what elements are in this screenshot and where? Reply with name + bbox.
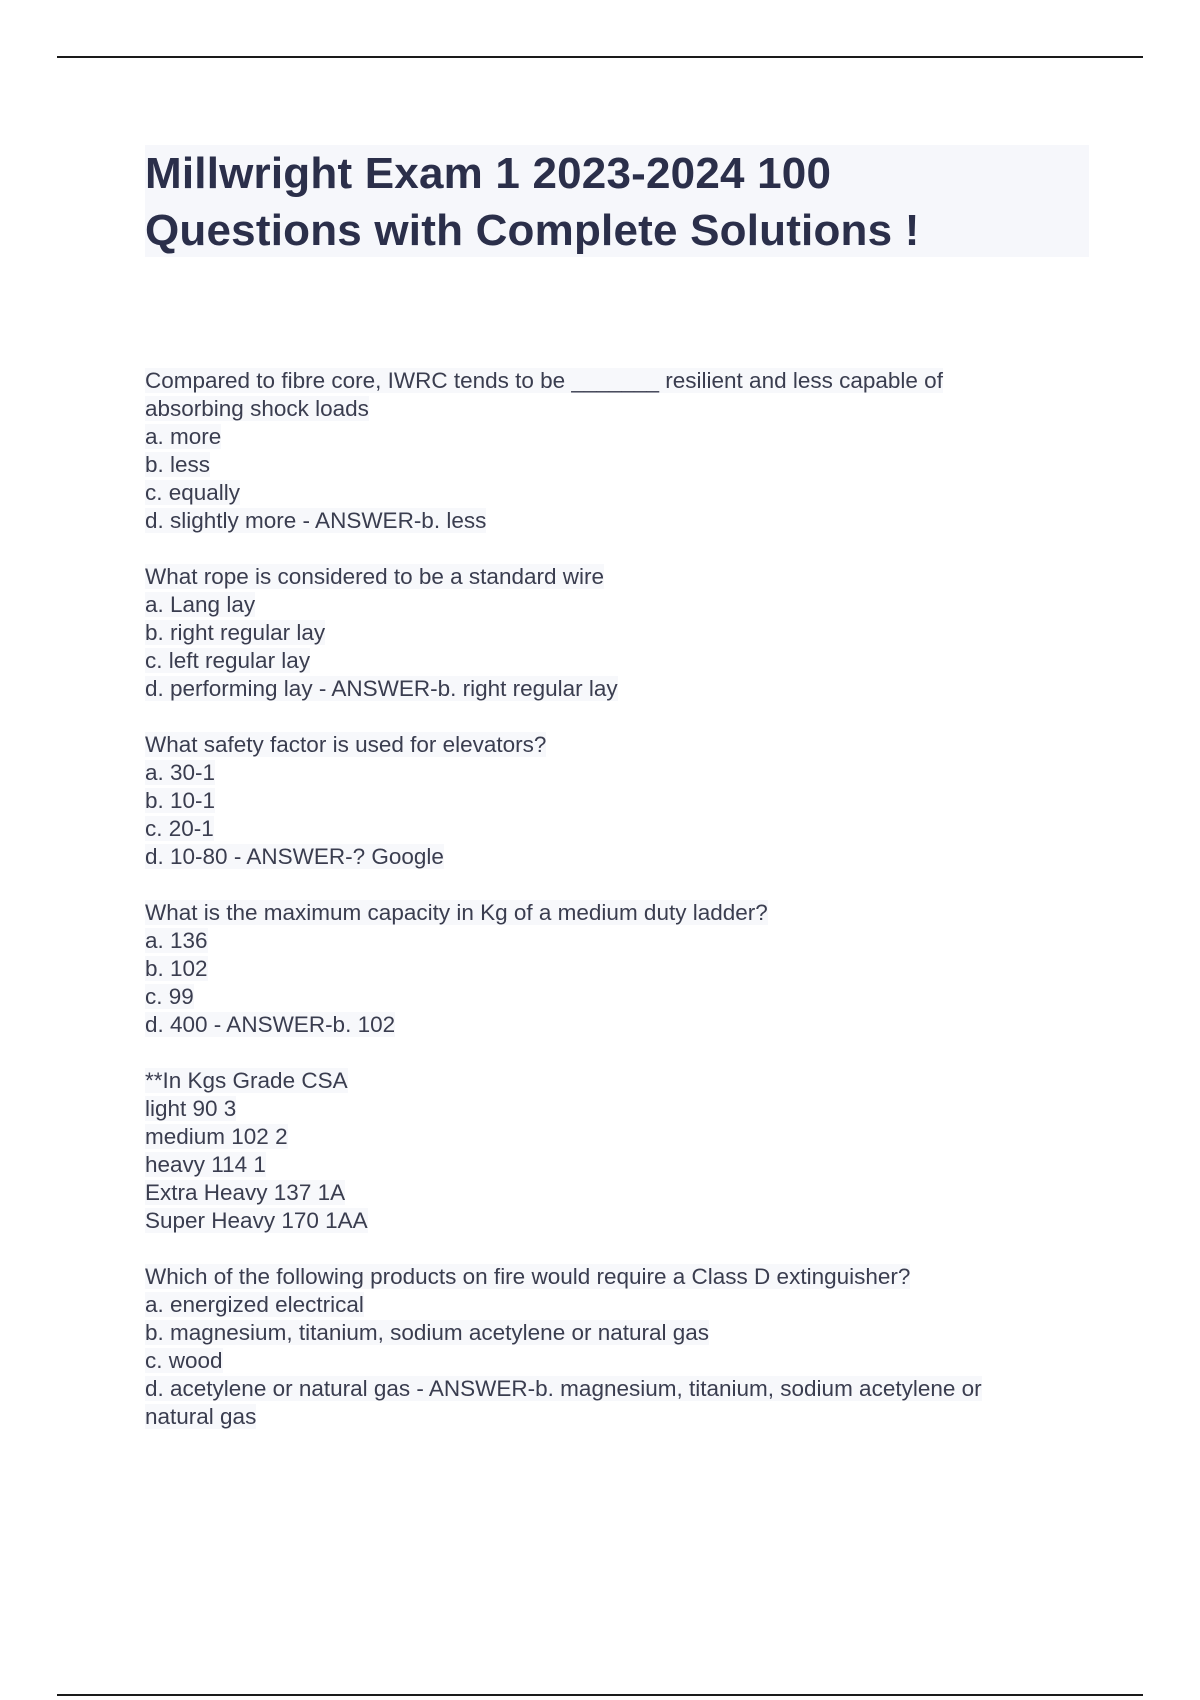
answer-option: c. 99 xyxy=(145,984,194,1009)
note-line: heavy 114 1 xyxy=(145,1152,266,1177)
answer-option: d. 10-80 - ANSWER-? Google xyxy=(145,844,444,869)
question-block xyxy=(145,563,1095,703)
answer-option: c. 20-1 xyxy=(145,816,214,841)
note-block xyxy=(145,1067,1095,1235)
answer-option: d. acetylene or natural gas - ANSWER-b. magnesium, titanium, sodium acetylene or xyxy=(145,1376,982,1401)
question-block xyxy=(145,1263,1095,1431)
answer-option: b. right regular lay xyxy=(145,620,326,645)
answer-option: c. equally xyxy=(145,480,241,505)
question-text: What safety factor is used for elevators? xyxy=(145,732,547,757)
note-heading: **In Kgs Grade CSA xyxy=(145,1068,348,1093)
question-list xyxy=(145,367,1095,1459)
title-line: Questions with Complete Solutions ! xyxy=(145,206,920,255)
answer-option: a. 30-1 xyxy=(145,760,216,785)
answer-option: a. energized electrical xyxy=(145,1292,364,1317)
note-line: medium 102 2 xyxy=(145,1124,288,1149)
answer-option: b. 102 xyxy=(145,956,208,981)
answer-option: natural gas xyxy=(145,1404,257,1429)
question-block xyxy=(145,899,1095,1039)
question-block xyxy=(145,731,1095,871)
question-text: Compared to fibre core, IWRC tends to be _______ resilient and less capable of xyxy=(145,368,943,393)
question-text: absorbing shock loads xyxy=(145,396,369,421)
top-rule xyxy=(57,56,1143,58)
answer-option: a. more xyxy=(145,424,222,449)
answer-option: b. magnesium, titanium, sodium acetylene or natural gas xyxy=(145,1320,710,1345)
answer-option: b. less xyxy=(145,452,211,477)
title-block xyxy=(145,145,1089,257)
answer-option: a. 136 xyxy=(145,928,208,953)
answer-option: c. left regular lay xyxy=(145,648,311,673)
question-text: What is the maximum capacity in Kg of a medium duty ladder? xyxy=(145,900,768,925)
answer-option: b. 10-1 xyxy=(145,788,216,813)
answer-option: d. 400 - ANSWER-b. 102 xyxy=(145,1012,396,1037)
question-block xyxy=(145,367,1095,535)
note-line: Extra Heavy 137 1A xyxy=(145,1180,346,1205)
answer-option: a. Lang lay xyxy=(145,592,256,617)
document-title xyxy=(145,145,1089,259)
note-line: Super Heavy 170 1AA xyxy=(145,1208,368,1233)
answer-option: d. performing lay - ANSWER-b. right regular lay xyxy=(145,676,618,701)
title-line: Millwright Exam 1 2023-2024 100 xyxy=(145,149,832,198)
answer-option: c. wood xyxy=(145,1348,223,1373)
answer-option: d. slightly more - ANSWER-b. less xyxy=(145,508,487,533)
question-text: What rope is considered to be a standard wire xyxy=(145,564,604,589)
note-line: light 90 3 xyxy=(145,1096,237,1121)
question-text: Which of the following products on fire would require a Class D extinguisher? xyxy=(145,1264,911,1289)
bottom-rule xyxy=(57,1694,1143,1696)
